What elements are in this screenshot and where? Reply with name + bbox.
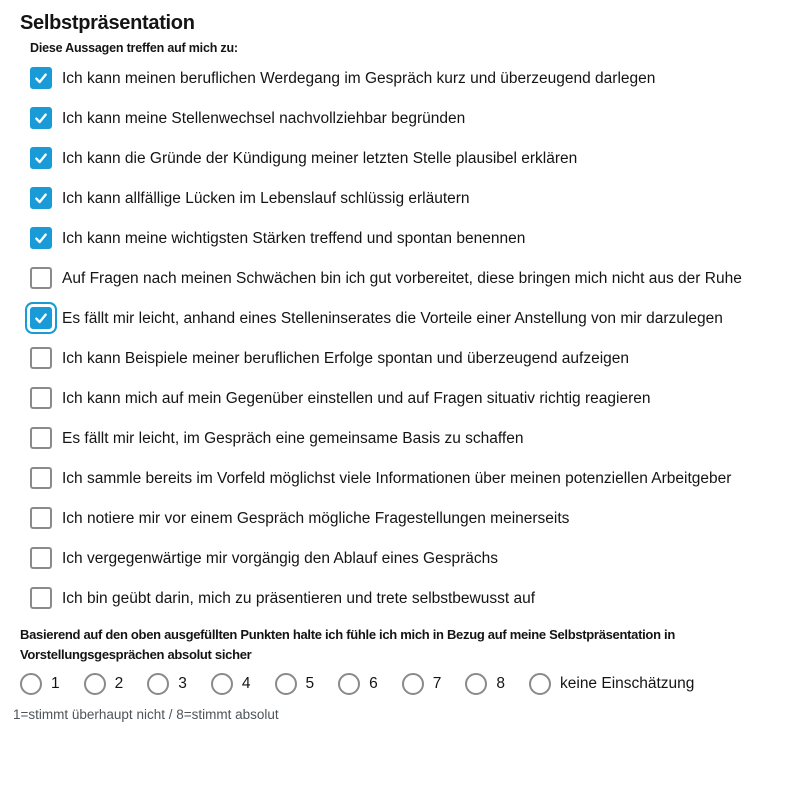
radio-button[interactable] bbox=[275, 673, 297, 695]
checklist-item-label[interactable]: Ich kann meine wichtigsten Stärken treffend und spontan benennen bbox=[62, 230, 526, 247]
radio-option bbox=[402, 673, 442, 695]
radio-button[interactable] bbox=[338, 673, 360, 695]
checklist-item bbox=[30, 145, 789, 172]
checklist-item bbox=[30, 225, 789, 252]
scale-hint: 1=stimmt überhaupt nicht / 8=stimmt absolut bbox=[13, 707, 279, 722]
checklist-item-label[interactable]: Ich notiere mir vor einem Gespräch mögliche Fragestellungen meinerseits bbox=[62, 510, 570, 527]
checkbox[interactable] bbox=[30, 347, 52, 369]
checklist-item bbox=[30, 385, 789, 412]
checkbox[interactable] bbox=[30, 187, 52, 209]
checkbox[interactable] bbox=[30, 267, 52, 289]
radio-button[interactable] bbox=[147, 673, 169, 695]
radio-option-label[interactable]: 7 bbox=[432, 675, 442, 692]
radio-button[interactable] bbox=[529, 673, 551, 695]
checkbox[interactable] bbox=[30, 147, 52, 169]
checklist-item bbox=[30, 65, 789, 92]
checklist bbox=[30, 65, 789, 612]
radio-option bbox=[465, 673, 505, 695]
radio-button[interactable] bbox=[211, 673, 233, 695]
checkbox[interactable] bbox=[30, 587, 52, 609]
checkmark-icon bbox=[33, 310, 49, 326]
radio-option bbox=[275, 673, 315, 695]
instructions-label: Diese Aussagen treffen auf mich zu: bbox=[30, 41, 238, 55]
radio-option-label[interactable]: 3 bbox=[178, 675, 187, 692]
checklist-item-label[interactable]: Es fällt mir leicht, im Gespräch eine gemeinsame Basis zu schaffen bbox=[62, 430, 524, 447]
radio-option-label[interactable]: 2 bbox=[114, 675, 124, 692]
rating-options bbox=[20, 673, 789, 695]
checkbox[interactable] bbox=[30, 67, 52, 89]
checklist-item-label[interactable]: Ich kann meine Stellenwechsel nachvollziehbar begründen bbox=[62, 110, 466, 127]
checkmark-icon bbox=[33, 190, 49, 206]
checkmark-icon bbox=[33, 150, 49, 166]
radio-option bbox=[338, 673, 378, 695]
checklist-item bbox=[30, 425, 789, 452]
checklist-item-label[interactable]: Auf Fragen nach meinen Schwächen bin ich gut vorbereitet, diese bringen mich nicht aus der Ruhe bbox=[62, 270, 742, 287]
checkmark-icon bbox=[33, 110, 49, 126]
checklist-item bbox=[30, 465, 789, 492]
radio-button[interactable] bbox=[84, 673, 106, 695]
checkbox[interactable] bbox=[30, 547, 52, 569]
checklist-item bbox=[30, 345, 789, 372]
checklist-item-label[interactable]: Ich bin geübt darin, mich zu präsentieren und trete selbstbewusst auf bbox=[62, 590, 536, 607]
radio-button[interactable] bbox=[465, 673, 487, 695]
radio-option-label[interactable]: 6 bbox=[369, 675, 378, 692]
radio-option-label[interactable]: 8 bbox=[496, 675, 505, 692]
radio-option bbox=[147, 673, 187, 695]
radio-option bbox=[529, 673, 694, 695]
rating-question: Basierend auf den oben ausgefüllten Punkten halte ich fühle ich mich in Bezug auf meine Selbstpräsentation in Vorstellungsgesprächen absolut sicher bbox=[20, 627, 675, 662]
radio-button[interactable] bbox=[402, 673, 424, 695]
radio-option-label[interactable]: keine Einschätzung bbox=[560, 675, 695, 692]
checklist-item-label[interactable]: Ich kann allfällige Lücken im Lebenslauf schlüssig erläutern bbox=[62, 190, 470, 207]
checkbox[interactable] bbox=[30, 227, 52, 249]
checklist-item-label[interactable]: Ich kann die Gründe der Kündigung meiner letzten Stelle plausibel erklären bbox=[62, 150, 578, 167]
checkbox[interactable] bbox=[30, 307, 52, 329]
checklist-item bbox=[30, 305, 789, 332]
checklist-item-label[interactable]: Ich kann mich auf mein Gegenüber einstellen und auf Fragen situativ richtig reagieren bbox=[62, 390, 651, 407]
checklist-item-label[interactable]: Es fällt mir leicht, anhand eines Stelleninserates die Vorteile einer Anstellung von mir darzulegen bbox=[62, 310, 723, 327]
checklist-item bbox=[30, 505, 789, 532]
checklist-item bbox=[30, 185, 789, 212]
radio-option bbox=[211, 673, 251, 695]
radio-option-label[interactable]: 4 bbox=[241, 675, 251, 692]
checklist-item bbox=[30, 265, 789, 292]
checklist-item bbox=[30, 585, 789, 612]
radio-option-label[interactable]: 5 bbox=[305, 675, 315, 692]
checkbox[interactable] bbox=[30, 387, 52, 409]
checkbox[interactable] bbox=[30, 507, 52, 529]
radio-option-label[interactable]: 1 bbox=[51, 675, 60, 692]
page-title: Selbstpräsentation bbox=[20, 12, 195, 34]
checklist-item-label[interactable]: Ich sammle bereits im Vorfeld möglichst viele Informationen über meinen potenziellen Arbeitgeber bbox=[62, 470, 732, 487]
radio-option bbox=[20, 673, 60, 695]
checkbox[interactable] bbox=[30, 467, 52, 489]
radio-option bbox=[84, 673, 124, 695]
checklist-item-label[interactable]: Ich kann Beispiele meiner beruflichen Erfolge spontan und überzeugend aufzeigen bbox=[62, 350, 629, 367]
checkbox[interactable] bbox=[30, 427, 52, 449]
rating-section bbox=[20, 625, 789, 695]
checklist-item-label[interactable]: Ich kann meinen beruflichen Werdegang im Gespräch kurz und überzeugend darlegen bbox=[62, 70, 656, 87]
checklist-item bbox=[30, 545, 789, 572]
checklist-item bbox=[30, 105, 789, 132]
checkmark-icon bbox=[33, 70, 49, 86]
checkmark-icon bbox=[33, 230, 49, 246]
radio-button[interactable] bbox=[20, 673, 42, 695]
checkbox[interactable] bbox=[30, 107, 52, 129]
checklist-item-label[interactable]: Ich vergegenwärtige mir vorgängig den Ablauf eines Gesprächs bbox=[62, 550, 498, 567]
